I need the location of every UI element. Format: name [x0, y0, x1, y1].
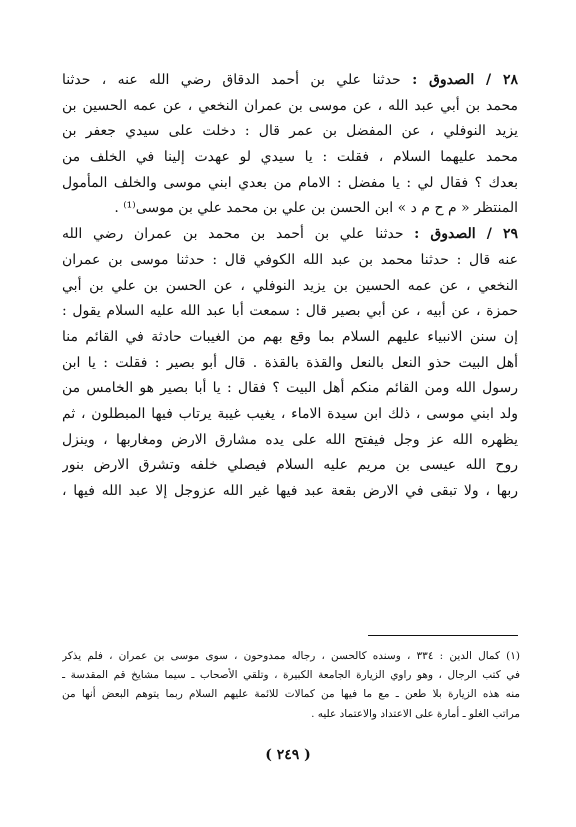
footnote-line-1: (١) كمال الدين : ٣٣٤ ، وسنده كالحسن ، رجاله ممدوحون ، سوى موسى بن عمران ، فلم يذكر: [62, 650, 520, 662]
footnote-line-2: في كتب الرجال ، وهو راوي الزيارة الجامعة الكبيرة ، وتلقي الأصحاب ـ سيما مشايخ قم المقدسة ـ: [62, 669, 520, 682]
hadith-29-line-3: النخعي ، عن عمه الحسين بن يزيد النوفلي ، عن الحسن بن علي بن أبي: [62, 277, 518, 294]
hadith-28-line-4: محمد عليهما السلام ، فقلت : يا سيدي لو عهدت إلينا في الخلف من: [62, 149, 518, 166]
hadith-29-line-1: حدثنا علي بن أحمد بن محمد بن عمران رضي الله: [62, 226, 404, 243]
hadith-29-line-9: يظهره الله عز وجل فيفتح الله على يده مشارق الارض ومغاربها ، وينزل: [62, 431, 518, 448]
hadith-28-heading: ٢٨ / الصدوق :: [412, 72, 518, 88]
hadith-28-line-1: حدثنا علي بن أحمد الدقاق رضي الله عنه ، حدثنا: [62, 72, 401, 88]
footnote-line-4: مراتب الغلو ـ أمارة على الاعتداد والاعتماد عليه .: [311, 707, 520, 720]
hadith-28-line-3: يزيد النوفلي ، عن المفضل بن عمر قال : دخلت على سيدي جعفر بن: [62, 123, 518, 140]
hadith-29-line-8: ولد ابني موسى ، ذلك ابن سيدة الاماء ، يغيب غيبة يرتاب فيها المبطلون ، ثم: [62, 405, 518, 422]
footnotes: [62, 647, 520, 724]
hadith-29-line-10: روح الله عيسى بن مريم عليه السلام فيصلي خلفه وتشرق الارض بنور: [62, 457, 518, 474]
hadith-28-line-2: محمد بن أبي عبد الله ، عن موسى بن عمران النخعي ، عن عمه الحسين بن: [62, 97, 518, 114]
footnote-separator: [368, 635, 518, 636]
page-number: ( ٢٤٩ ): [265, 747, 311, 763]
hadith-29-heading: ٢٩ / الصدوق :: [414, 226, 518, 243]
main-text: [62, 68, 518, 505]
hadith-29-line-11: ربها ، ولا تبقى في الارض بقعة عبد فيها غير الله عزوجل إلا عبد الله فيها ،: [62, 483, 518, 499]
text-line: [62, 68, 518, 94]
hadith-28-line-5: بعدك ؟ فقال لي : يا مفضل : الامام من بعدي ابني موسى والخلف المأمول: [62, 174, 518, 191]
hadith-29-line-6: أهل البيت حذو النعل بالنعل والقذة بالقذة . قال أبو بصير : فقلت : يا ابن: [62, 354, 518, 371]
footnote-line-3: منه هذه الزيارة بلا طعن ـ مع ما فيها من كمالات للائمة عليهم السلام ربما يتوهم البعض أنها من: [62, 688, 520, 701]
hadith-28-line-6: المنتظر « م ح م د » ابن الحسن بن علي بن محمد علي بن موسى⁽¹⁾ .: [114, 200, 518, 217]
hadith-29-line-2: عنه قال : حدثنا محمد بن عبد الله الكوفي قال : حدثنا موسى بن عمران: [62, 251, 518, 268]
hadith-29-line-7: رسول الله ومن القائم منكم أهل البيت ؟ فقال : يا أبا بصير هو الخامس من: [62, 380, 518, 397]
hadith-29-line-5: إن سنن الانبياء عليهم السلام بما وقع بهم من الغيبات حادثة في القائم منا: [62, 328, 518, 345]
hadith-29-line-4: حمزة ، عن أبيه ، عن أبي بصير قال : سمعت أبا عبد الله عليه السلام يقول :: [62, 303, 518, 320]
text-line: [62, 222, 518, 248]
